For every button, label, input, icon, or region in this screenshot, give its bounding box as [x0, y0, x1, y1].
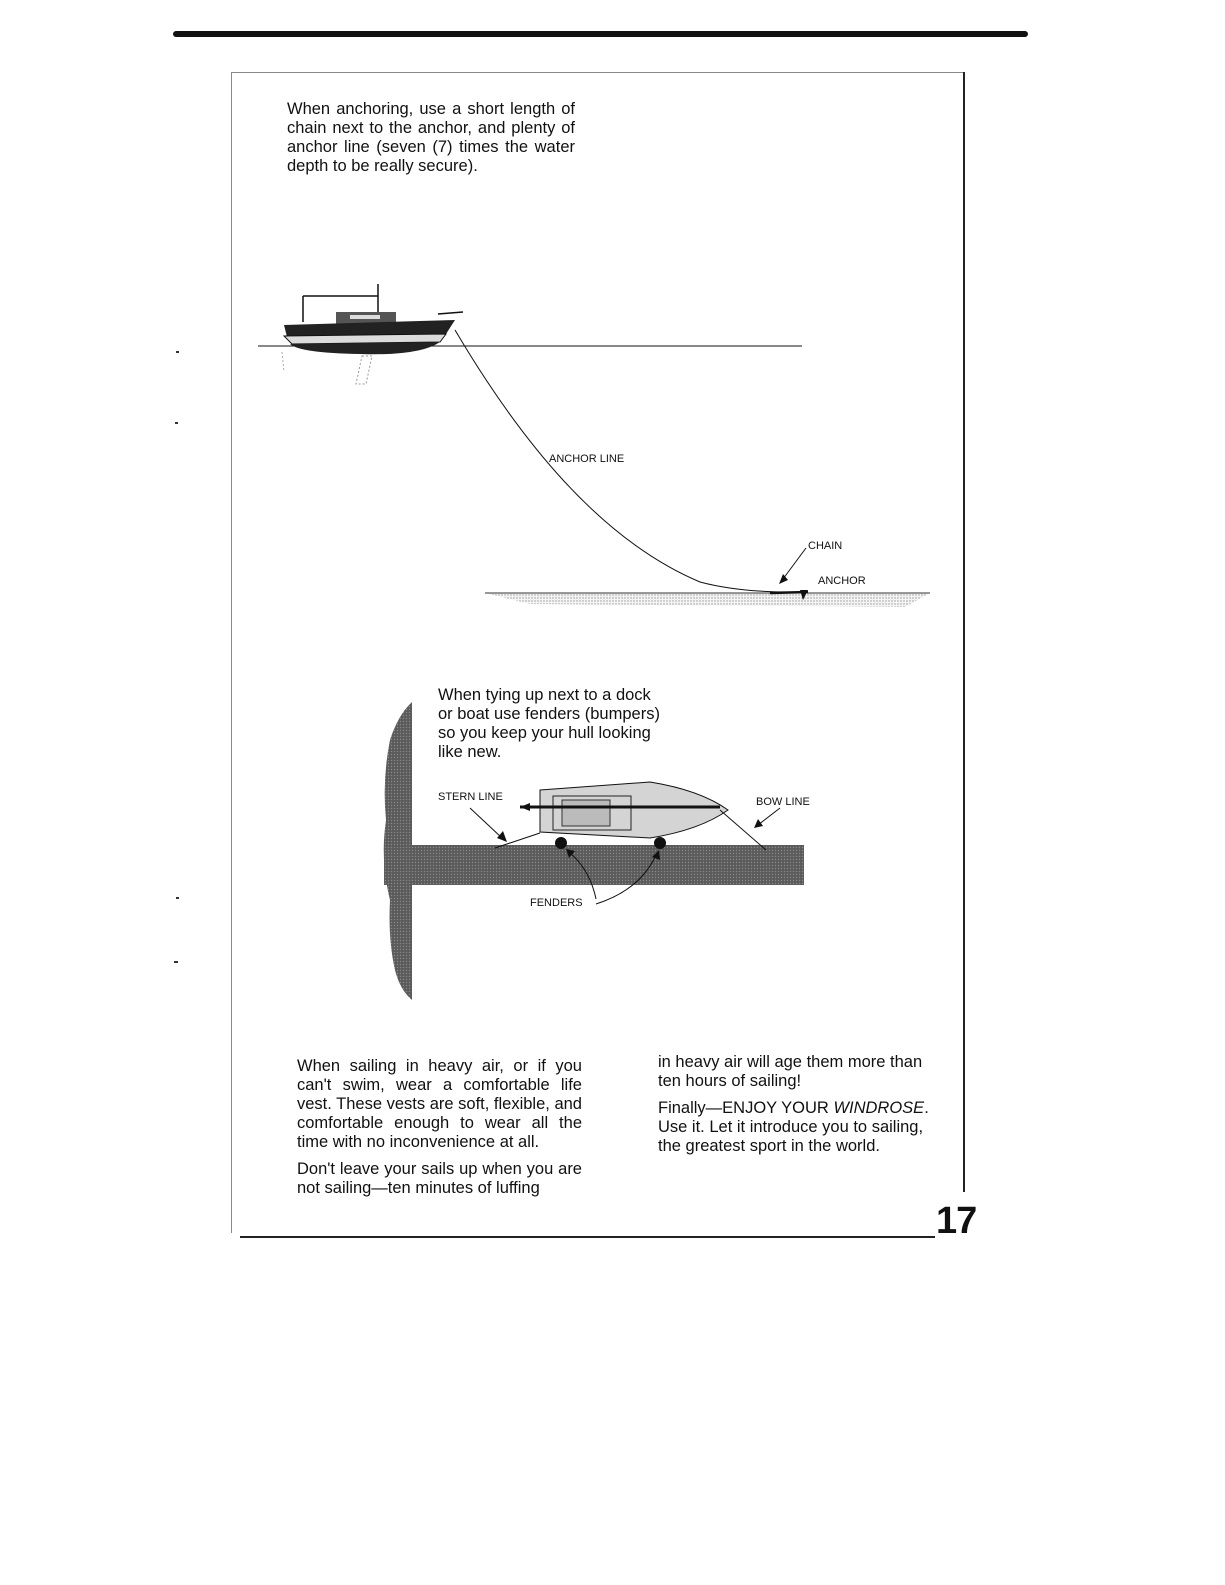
bow-line-pointer — [758, 808, 780, 825]
dock — [384, 845, 804, 885]
closing-left-column — [297, 1057, 582, 1198]
label-bow-line: BOW LINE — [756, 796, 810, 808]
sails-paragraph: Don't leave your sails up when you are not sailing—ten minutes of luffing — [297, 1160, 582, 1197]
closing-right-column — [658, 1053, 948, 1156]
sailboat-top-view — [520, 782, 728, 838]
fender — [654, 837, 666, 849]
page-number: 17 — [936, 1200, 977, 1242]
closing-paragraph — [658, 1099, 948, 1156]
anchoring-diagram — [258, 284, 930, 607]
stern-line-pointer — [470, 808, 502, 838]
fender — [555, 837, 567, 849]
docking-paragraph: When tying up next to a dock or boat use fenders (bumpers) so you keep your hull looking like new. — [438, 686, 660, 761]
anchoring-paragraph: When anchoring, use a short length of chain next to the anchor, and plenty of anchor line (seven (7) times the water depth to be really secure). — [287, 100, 575, 175]
closing-text-end: . Use it. Let it introduce you to sailing, the greatest sport in the world. — [658, 1099, 929, 1155]
life-vest-paragraph: When sailing in heavy air, or if you can't swim, wear a comfortable life vest. These vests are soft, flexible, and comfortable enough to wear all the time with no inconvenience at all. — [297, 1057, 582, 1151]
label-fenders: FENDERS — [530, 897, 583, 909]
label-anchor: ANCHOR — [818, 575, 866, 587]
brand-name: WINDROSE — [833, 1099, 925, 1117]
closing-text-start: Finally—ENJOY YOUR — [658, 1099, 834, 1117]
seabed — [485, 593, 930, 607]
sails-paragraph-continued: in heavy air will age them more than ten hours of sailing! — [658, 1053, 923, 1090]
sailboat-side-view — [282, 284, 463, 384]
bow-line — [720, 810, 766, 850]
chain-pointer — [783, 548, 806, 579]
label-chain: CHAIN — [808, 540, 843, 552]
label-anchor-line: ANCHOR LINE — [549, 453, 625, 465]
label-stern-line: STERN LINE — [438, 791, 503, 803]
